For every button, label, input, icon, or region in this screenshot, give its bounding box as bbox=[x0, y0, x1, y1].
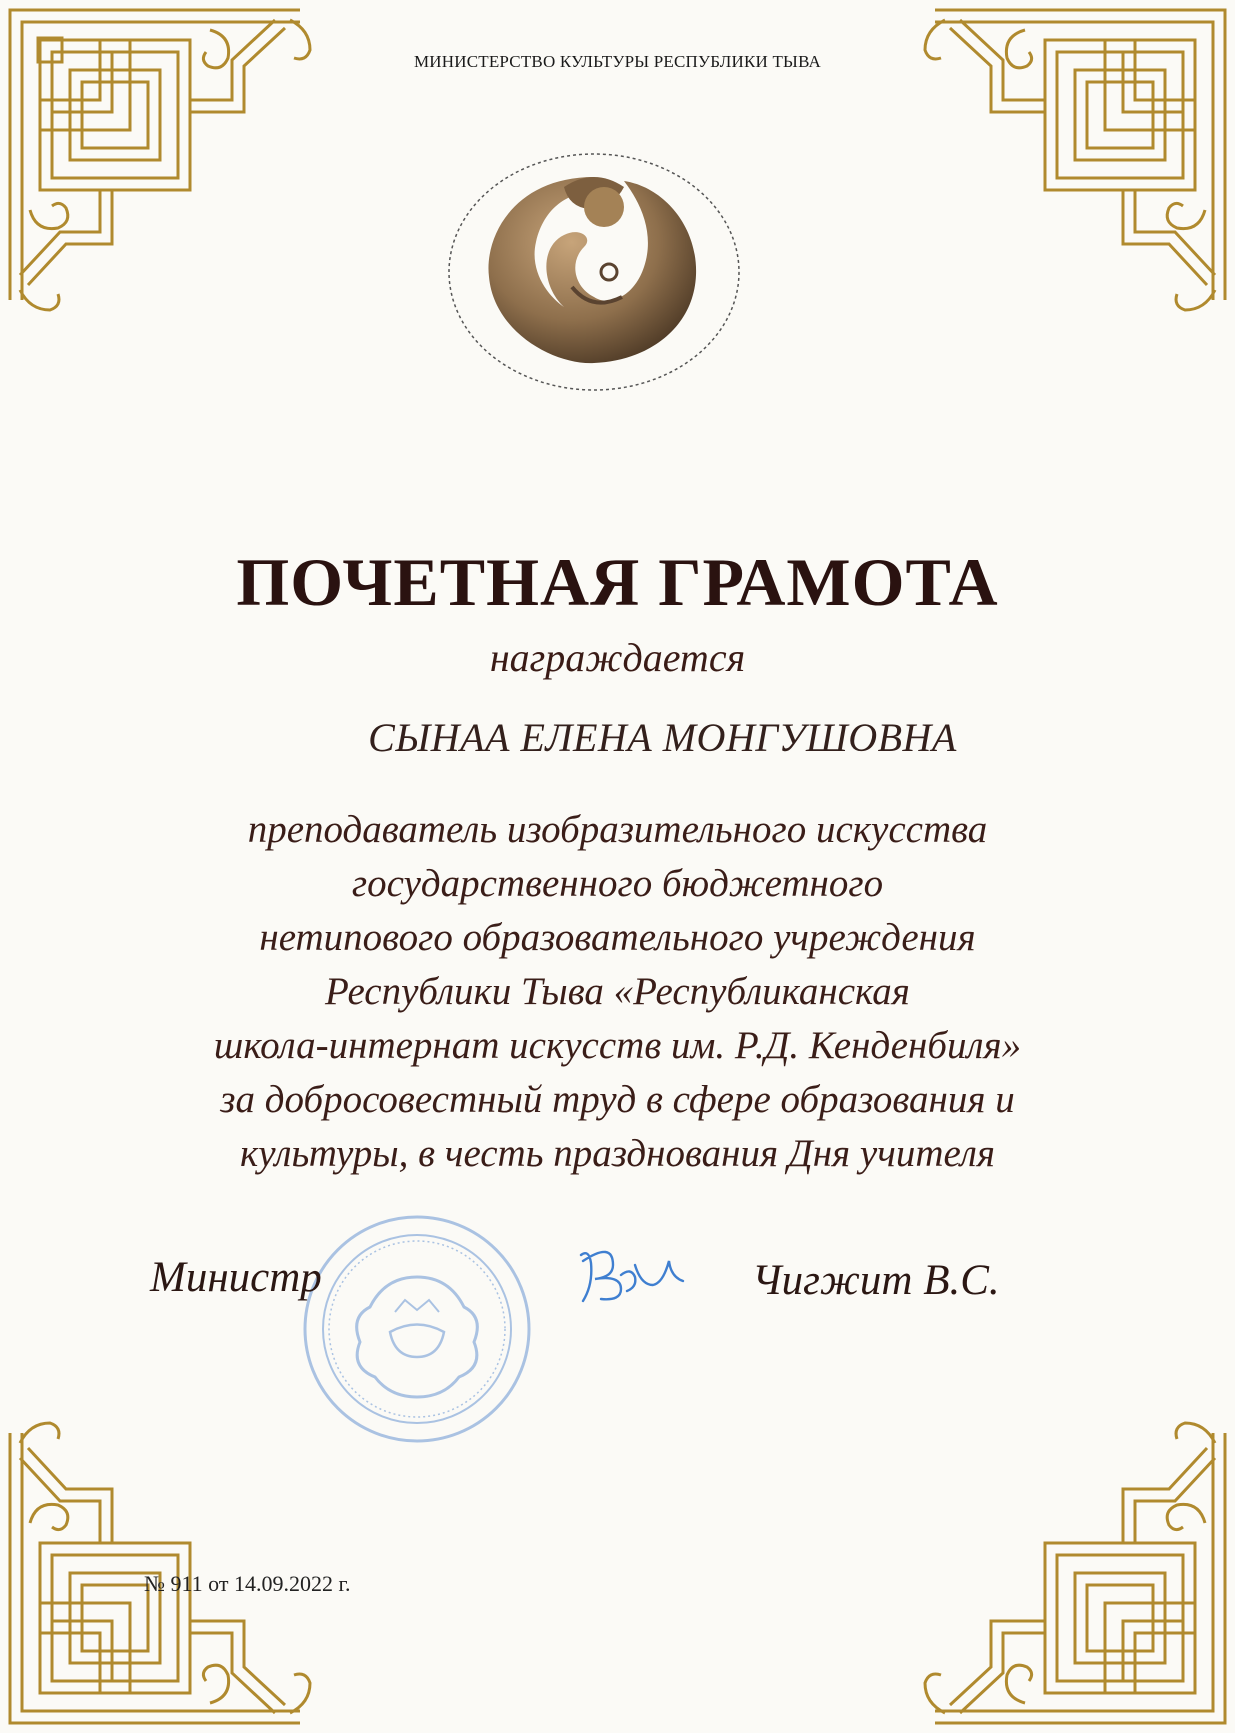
citation-line: государственного бюджетного bbox=[351, 862, 884, 905]
signature-icon bbox=[563, 1235, 693, 1305]
citation-line: школа-интернат искусств им. Р.Д. Кенденбиля» bbox=[213, 1024, 1022, 1067]
endless-knot-icon bbox=[0, 1403, 330, 1733]
document-number: № 911 от 14.09.2022 г. bbox=[144, 1571, 351, 1596]
signatory-position: Министр bbox=[150, 1254, 322, 1301]
corner-ornament-top-left bbox=[0, 0, 330, 330]
endless-knot-icon bbox=[905, 1403, 1235, 1733]
recipient-name: СЫНАА ЕЛЕНА МОНГУШОВНА bbox=[368, 715, 957, 760]
citation-line: преподаватель изобразительного искусства bbox=[247, 808, 988, 851]
citation-line: культуры, в честь празднования Дня учителя bbox=[240, 1132, 995, 1175]
ministry-header: МИНИСТЕРСТВО КУЛЬТУРЫ РЕСПУБЛИКИ ТЫВА bbox=[413, 52, 822, 71]
stamp-icon bbox=[300, 1212, 535, 1447]
corner-ornament-bottom-left bbox=[0, 1403, 330, 1733]
corner-ornament-top-right bbox=[905, 0, 1235, 330]
citation-line: нетипового образовательного учреждения bbox=[259, 916, 976, 959]
endless-knot-icon bbox=[905, 0, 1235, 330]
certificate-title: ПОЧЕТНАЯ ГРАМОТА bbox=[236, 544, 999, 620]
citation-line: Республики Тыва «Республиканская bbox=[325, 970, 910, 1013]
emblem-icon bbox=[444, 147, 744, 397]
endless-knot-icon bbox=[0, 0, 330, 330]
citation-line: за добросовестный труд в сфере образования и bbox=[220, 1078, 1015, 1121]
corner-ornament-bottom-right bbox=[905, 1403, 1235, 1733]
signatory-name: Чигжит В.С. bbox=[752, 1257, 1000, 1304]
citation-text bbox=[0, 803, 1235, 1181]
awarded-label: награждается bbox=[489, 635, 746, 680]
